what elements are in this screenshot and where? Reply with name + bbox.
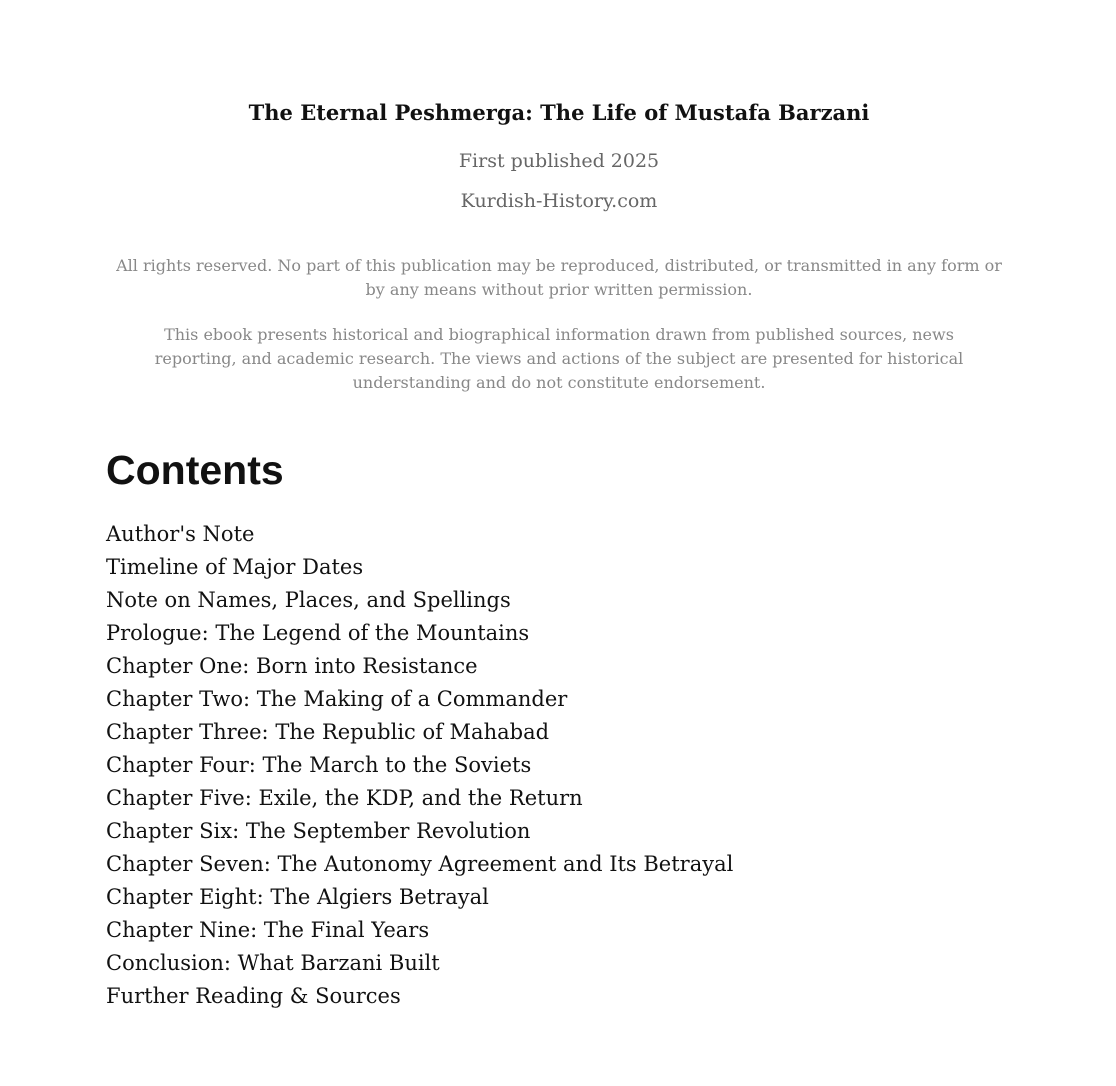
book-title: The Eternal Peshmerga: The Life of Mustafa Barzani: [248, 100, 870, 125]
toc-link-note-on-names[interactable]: Note on Names, Places, and Spellings: [106, 588, 511, 612]
toc-link-authors-note[interactable]: Author's Note: [106, 522, 255, 546]
toc-link-further-reading[interactable]: Further Reading & Sources: [106, 984, 401, 1008]
toc-link-chapter-eight[interactable]: Chapter Eight: The Algiers Betrayal: [106, 885, 489, 909]
toc-link-chapter-nine[interactable]: Chapter Nine: The Final Years: [106, 918, 430, 942]
front-matter: [106, 98, 1012, 395]
toc-link-timeline[interactable]: Timeline of Major Dates: [106, 555, 364, 579]
toc-link-conclusion[interactable]: Conclusion: What Barzani Built: [106, 951, 440, 975]
toc-link-chapter-three[interactable]: Chapter Three: The Republic of Mahabad: [106, 720, 550, 744]
rights-notice: All rights reserved. No part of this publication may be reproduced, distributed, or transmitted in any form or by any means without prior written permission.: [116, 256, 1002, 299]
disclaimer-notice: This ebook presents historical and biographical information drawn from published sources, news reporting, and academic research. The views and actions of the subject are presented for historical understanding and do not constitute endorsement.: [154, 325, 964, 392]
toc-link-chapter-four[interactable]: Chapter Four: The March to the Soviets: [106, 753, 532, 777]
table-of-contents: [106, 518, 733, 1013]
toc-link-chapter-five[interactable]: Chapter Five: Exile, the KDP, and the Return: [106, 786, 583, 810]
toc-link-chapter-six[interactable]: Chapter Six: The September Revolution: [106, 819, 531, 843]
toc-link-chapter-two[interactable]: Chapter Two: The Making of a Commander: [106, 687, 568, 711]
publication-date: First published 2025: [458, 150, 660, 172]
toc-link-prologue[interactable]: Prologue: The Legend of the Mountains: [106, 621, 530, 645]
toc-link-chapter-seven[interactable]: Chapter Seven: The Autonomy Agreement and Its Betrayal: [106, 852, 734, 876]
publisher-site: Kurdish-History.com: [460, 190, 658, 212]
contents-heading: Contents: [106, 447, 284, 493]
toc-link-chapter-one[interactable]: Chapter One: Born into Resistance: [106, 654, 478, 678]
